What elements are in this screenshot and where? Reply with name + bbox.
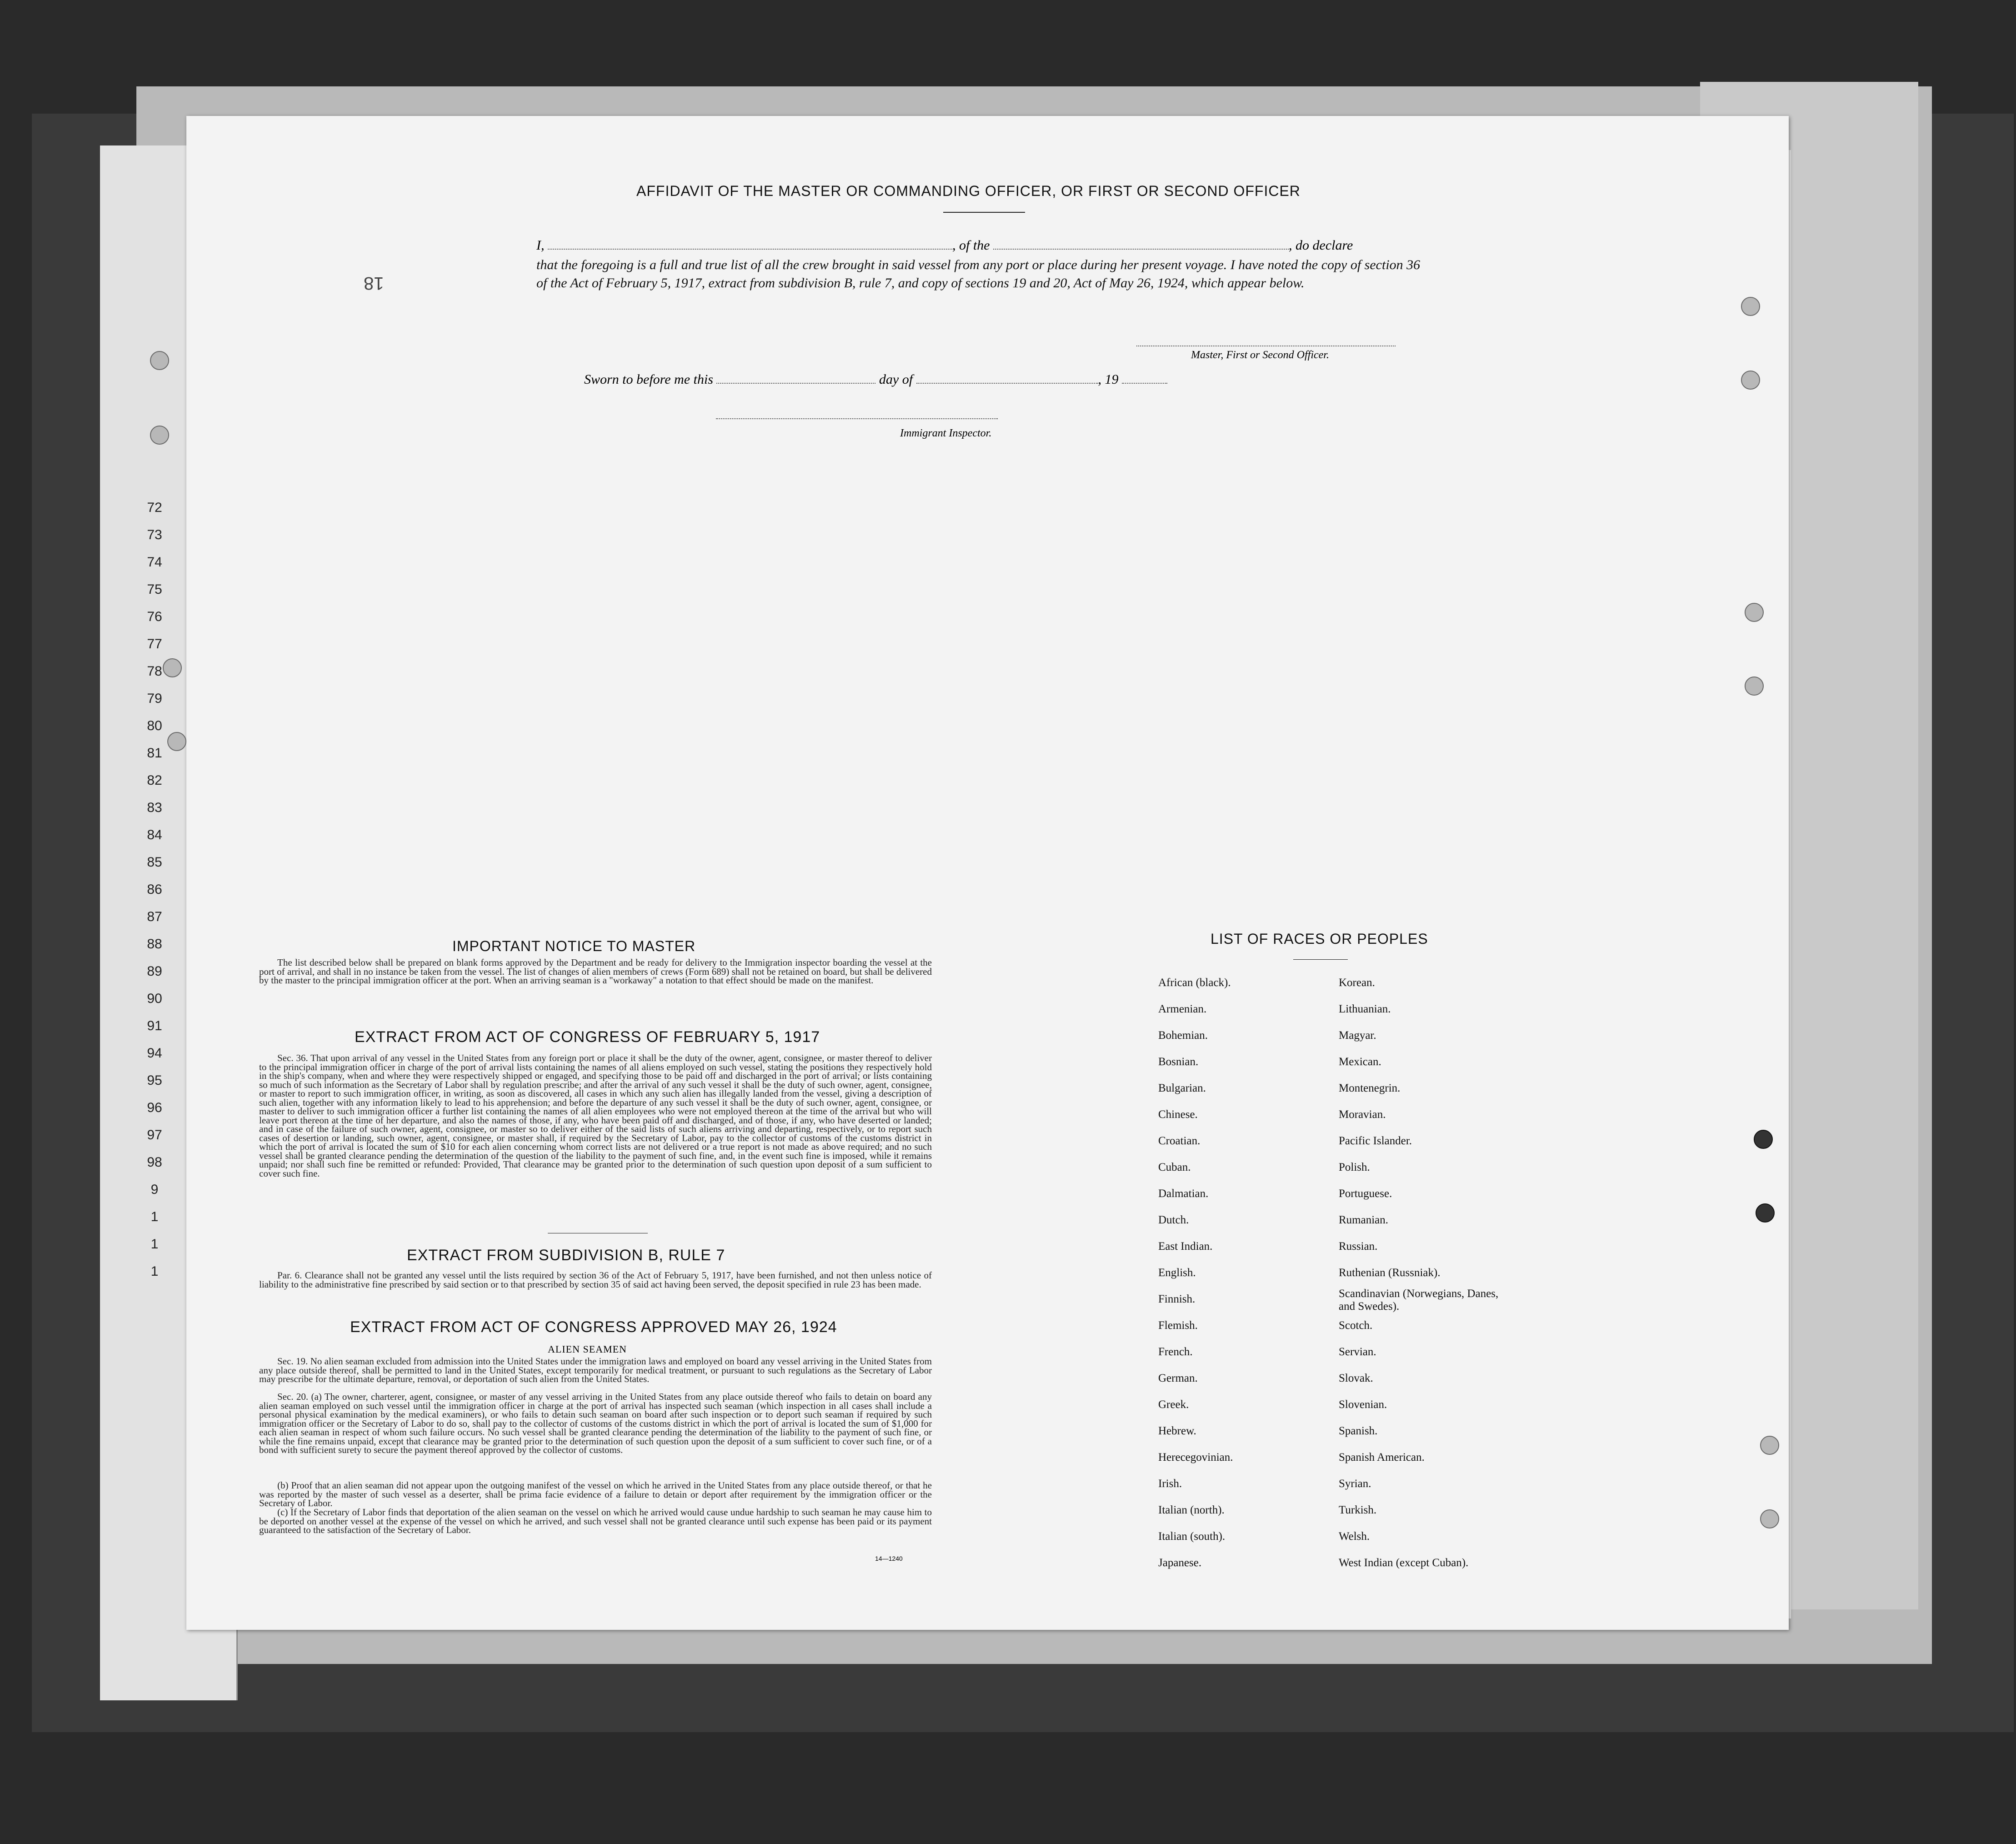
of-the-text: , of the (952, 238, 990, 253)
row-number: 79 (147, 691, 162, 706)
section-19-text: Sec. 19. No alien seaman excluded from admission into the United States under the immigration laws and employed on board any vessel arriving in the United States from any place outside thereof, shall be permitted to land in the United States, except temporarily for medical treatment, or pursuant to such regulations as the Secretary of Labor may prescribe for the ultimate departure, removal, or deportation of such alien from the United States. (259, 1356, 932, 1384)
inspector-signature-line (716, 418, 998, 419)
punch-hole (167, 732, 186, 751)
punch-hole (1745, 676, 1764, 696)
do-declare-text: , do declare (1289, 238, 1353, 253)
race-item: Spanish American. (1339, 1451, 1425, 1463)
extract-1917-title: EXTRACT FROM ACT OF CONGRESS OF FEBRUARY 5, 1917 (355, 1028, 820, 1046)
punch-hole (1741, 371, 1760, 390)
race-item: English. (1158, 1267, 1196, 1279)
affidavit-body: that the foregoing is a full and true list of all the crew brought in said vessel from any port or place during her present voyage. I have noted the copy of section 36 of the Act of February 5, 1917, extract from subdivision B, rule 7, and copy of sections 19 and 20, Act of May 26, 1924, which appear below. (536, 257, 1421, 291)
race-item: Dutch. (1158, 1214, 1189, 1226)
race-item: Pacific Islander. (1339, 1135, 1412, 1147)
race-item: Scotch. (1339, 1319, 1373, 1332)
race-item: Armenian. (1158, 1003, 1207, 1015)
row-number: 78 (147, 664, 162, 679)
alien-seamen-subtitle: ALIEN SEAMEN (548, 1343, 627, 1355)
race-item: Ruthenian (Russniak). (1339, 1267, 1441, 1279)
race-item: West Indian (except Cuban). (1339, 1557, 1469, 1569)
race-item: Flemish. (1158, 1319, 1198, 1332)
row-number: 90 (147, 991, 162, 1006)
row-number: 74 (147, 555, 162, 570)
punch-hole (163, 658, 182, 677)
declarant-prefix: I, (536, 238, 545, 253)
race-item: Polish. (1339, 1161, 1370, 1173)
row-number: 1 (150, 1209, 159, 1224)
race-item: Slovak. (1339, 1372, 1373, 1384)
row-number: 87 (147, 909, 162, 924)
race-item: Montenegrin. (1339, 1082, 1401, 1094)
row-number: 85 (147, 855, 162, 870)
race-item: Servian. (1339, 1346, 1376, 1358)
race-item: Bulgarian. (1158, 1082, 1206, 1094)
race-item: Spanish. (1339, 1425, 1378, 1437)
sworn-month-blank (916, 375, 1098, 384)
punch-hole (1741, 297, 1760, 316)
race-item: Scandinavian (Norwegians, Danes, and Swedes). (1339, 1288, 1499, 1313)
section-20b-text: (b) Proof that an alien seaman did not appear upon the outgoing manifest of the vessel on which he arrived in the United States from any place outside thereof, or that he was reported by the master of such vessel as a deserter, shall be prima facie evidence of a failure to detain or deport after requirement by the immigration officer or the Secretary of Labor. (259, 1480, 932, 1508)
row-number: 94 (147, 1046, 162, 1061)
row-number: 98 (147, 1155, 162, 1170)
race-item: Japanese. (1158, 1557, 1202, 1569)
sworn-year-blank (1122, 375, 1167, 384)
row-number: 72 (147, 500, 162, 515)
race-item: Chinese. (1158, 1108, 1198, 1121)
row-number: 73 (147, 527, 162, 542)
sworn-line (584, 372, 1167, 387)
sworn-prefix: Sworn to before me this (584, 372, 713, 387)
race-item: Portuguese. (1339, 1188, 1392, 1200)
races-title-rule (1293, 959, 1348, 960)
race-item: Croatian. (1158, 1135, 1201, 1147)
row-number: 88 (147, 937, 162, 952)
vessel-name-blank (993, 241, 1289, 250)
race-item: Welsh. (1339, 1530, 1370, 1543)
row-number: 1 (150, 1237, 159, 1252)
affidavit-title: AFFIDAVIT OF THE MASTER OR COMMANDING OFFICER, OR FIRST OR SECOND OFFICER (636, 183, 1301, 199)
race-item: Cuban. (1158, 1161, 1191, 1173)
row-number: 95 (147, 1073, 162, 1088)
punch-hole (1756, 1203, 1775, 1223)
race-item: Herecegovinian. (1158, 1451, 1233, 1463)
race-item: Syrian. (1339, 1478, 1371, 1490)
punch-hole (1745, 603, 1764, 622)
row-number: 89 (147, 964, 162, 979)
row-number: 86 (147, 882, 162, 897)
notice-text: The list described below shall be prepared on blank forms approved by the Department and be ready for delivery to the Immigration inspector boarding the vessel at the port of arrival, and shall in no instance be taken from the vessel. The list of changes of alien members of crews (Form 689) shall not be retained on board, but shall be delivered by the master to the principal immigration officer at the port. When an arriving seaman is a "workaway" a notation to that effect should be made on the manifest. (259, 957, 932, 986)
section-20c-text: (c) If the Secretary of Labor finds that deportation of the alien seaman on the vessel on which he arrived would cause undue hardship to such seaman he may cause him to be deported on another vessel at the expense of the vessel on which he arrived, and such vessel shall not be granted clearance until such expense has been paid or its payment guaranteed to the satisfaction of the Secretary of Labor. (259, 1507, 932, 1535)
race-item: Korean. (1339, 977, 1375, 989)
punch-hole (1760, 1436, 1779, 1455)
sworn-day-blank (716, 375, 875, 384)
row-number: 75 (147, 582, 162, 597)
race-item: Mexican. (1339, 1056, 1381, 1068)
race-item: African (black). (1158, 977, 1231, 989)
row-number: 91 (147, 1018, 162, 1033)
race-item: Hebrew. (1158, 1425, 1196, 1437)
row-number: 84 (147, 827, 162, 842)
sworn-day-of: day of (879, 372, 913, 387)
punch-hole (150, 426, 169, 445)
row-number: 96 (147, 1100, 162, 1115)
races-title: LIST OF RACES OR PEOPLES (1211, 931, 1428, 947)
row-number: 76 (147, 609, 162, 624)
race-item: Bosnian. (1158, 1056, 1199, 1068)
race-item: East Indian. (1158, 1240, 1213, 1253)
extract-rule7-text: Par. 6. Clearance shall not be granted any vessel until the lists required by section 36 of the Act of February 5, 1917, have been furnished, and not then unless notice of liability to the administrative fine prescribed by said section or to that prescribed by section 35 of said act having been served, the deposit specified in rule 23 has been made. (259, 1270, 932, 1290)
page-stamp-number: 18 (364, 273, 384, 293)
race-item: Rumanian. (1339, 1214, 1389, 1226)
sworn-year: , 19 (1098, 372, 1119, 387)
race-item: Bohemian. (1158, 1029, 1208, 1042)
extract-rule7-title: EXTRACT FROM SUBDIVISION B, RULE 7 (407, 1247, 725, 1264)
race-item: Greek. (1158, 1398, 1189, 1411)
race-item: Irish. (1158, 1478, 1182, 1490)
punch-hole (1754, 1130, 1773, 1149)
inspector-label: Immigrant Inspector. (900, 427, 992, 439)
race-item: Turkish. (1339, 1504, 1377, 1516)
form-number: 14—1240 (875, 1555, 903, 1562)
race-item: Dalmatian. (1158, 1188, 1209, 1200)
race-item: Russian. (1339, 1240, 1378, 1253)
section-20a-text: Sec. 20. (a) The owner, charterer, agent, consignee, or master of any vessel arriving in the United States from any place outside thereof who fails to detain on board any alien seaman employed on such vessel until the immigration officer in charge at the port of arrival has inspected such seaman (which inspection in all cases shall include a personal physical examination by the medical examiners), or who fails to detain such seaman on board after such inspection or to deport such seaman if required by such immigration officer or the Secretary of Labor to do so, shall pay to the collector of customs of the customs district in which the port of arrival is located the sum of $1,000 for each alien seaman in respect of whom such failure occurs. No such vessel shall be granted clearance pending the determination of the liability to the payment of such fine, or while the fine remains unpaid, except that clearance may be granted prior to the determination of such question upon the deposit of a sum sufficient to cover such fine, or of a bond with sufficient surety to secure the payment thereof approved by the collector of customs. (259, 1391, 932, 1455)
race-item: Magyar. (1339, 1029, 1376, 1042)
race-item: Slovenian. (1339, 1398, 1387, 1411)
race-item: Italian (north). (1158, 1504, 1225, 1516)
signature-label: Master, First or Second Officer. (1191, 349, 1329, 361)
row-number: 83 (147, 800, 162, 815)
row-number: 82 (147, 773, 162, 788)
race-item: Moravian. (1339, 1108, 1386, 1121)
row-number: 81 (147, 746, 162, 761)
race-item: Italian (south). (1158, 1530, 1226, 1543)
punch-hole (150, 351, 169, 370)
race-item: Finnish. (1158, 1293, 1196, 1305)
row-number: 9 (150, 1182, 159, 1197)
race-item: French. (1158, 1346, 1193, 1358)
row-number: 77 (147, 636, 162, 651)
race-item: German. (1158, 1372, 1198, 1384)
title-rule (943, 212, 1025, 213)
row-number: 97 (147, 1127, 162, 1142)
punch-hole (1760, 1509, 1779, 1528)
affidavit-declaration-line (536, 238, 1423, 253)
row-number: 80 (147, 718, 162, 733)
notice-title: IMPORTANT NOTICE TO MASTER (452, 938, 696, 954)
race-item: Lithuanian. (1339, 1003, 1391, 1015)
extract-1917-text: Sec. 36. That upon arrival of any vessel in the United States from any foreign port or place it shall be the duty of the owner, agent, consignee, or master thereof to deliver to the principal immigration officer in charge of the port of arrival lists containing the names of all aliens employed on such vessel, stating the positions they respectively hold in the ship's company, when and where they were respectively shipped or engaged, and specifying those to be paid off and discharged in the port of arrival; or lists containing so much of such information as the Secretary of Labor shall by regulation prescribe; and after the arrival of any such vessel it shall be the duty of such owner, agent, consignee, or master to report to such immigration officer, in writing, as soon as discovered, all cases in which any such alien has illegally landed from the vessel, giving a description of such alien, together with any information likely to lead to his apprehension; and before the departure of any such vessel it shall be the duty of such owner, agent, consignee, or master to deliver to such immigration officer a further list containing the names of all alien employees who were not employed thereon at the time of the arrival but who will leave port thereon at the time of her departure, and also the names of those, if any, who have been paid off and discharged, and of those, if any, who have deserted or landed; and in case of the failure of such owner, agent, consignee, or master so to deliver either of the said lists of such aliens arriving and departing, respectively, or to report such cases of desertion or landing, such owner, agent, consignee, or master shall, if required by the Secretary of Labor, pay to the collector of customs of the customs district in which the port of arrival is located the sum of $10 for each alien concerning whom correct lists are not delivered or a true report is not made as above required; and no such vessel shall be granted clearance pending the determination of the question of the liability to the payment of such fine, and, in the event such fine is imposed, while it remains unpaid; nor shall such fine be remitted or refunded: Provided, That clearance may be granted prior to the determination of such question upon deposit of a sum sufficient to cover such fine. (259, 1052, 932, 1179)
row-number: 1 (150, 1264, 159, 1279)
declarant-name-blank (548, 241, 952, 250)
extract-1924-title: EXTRACT FROM ACT OF CONGRESS APPROVED MAY 26, 1924 (350, 1318, 837, 1336)
